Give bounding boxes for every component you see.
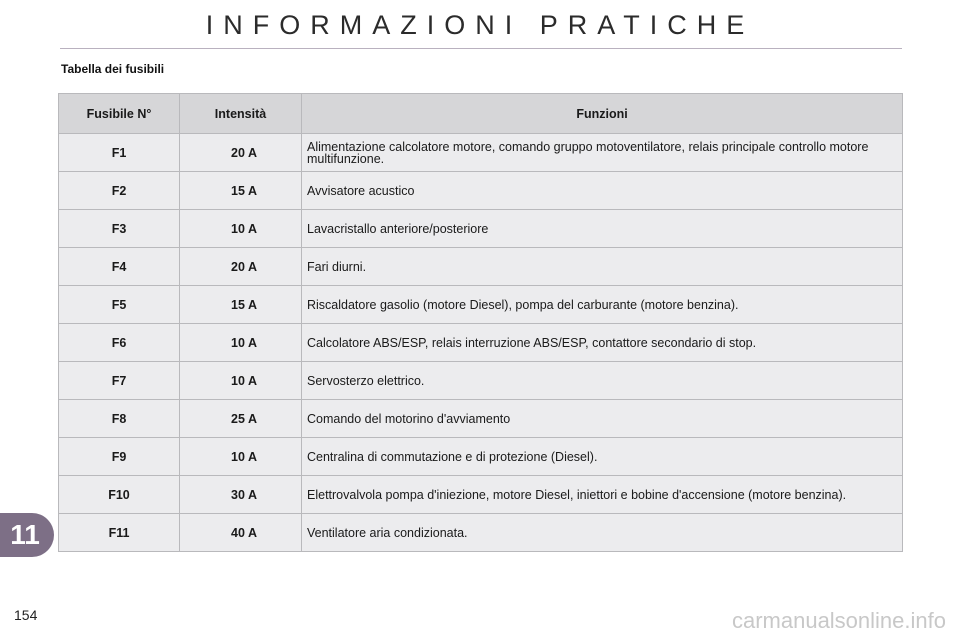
function-cell: Alimentazione calcolatore motore, comando gruppo motoventilatore, relais principale controllo motore multifunzione. xyxy=(302,134,903,172)
intensity-cell: 15 A xyxy=(180,286,302,324)
function-cell: Centralina di commutazione e di protezione (Diesel). xyxy=(302,438,903,476)
column-header-intensity: Intensità xyxy=(180,94,302,134)
table-row xyxy=(59,210,903,248)
table-row xyxy=(59,324,903,362)
page-number: 154 xyxy=(14,607,38,623)
function-cell: Calcolatore ABS/ESP, relais interruzione ABS/ESP, contattore secondario di stop. xyxy=(302,324,903,362)
column-header-functions: Funzioni xyxy=(302,94,903,134)
intensity-cell: 10 A xyxy=(180,324,302,362)
fuse-number-cell: F2 xyxy=(59,172,180,210)
table-header-row xyxy=(59,94,903,134)
table-row xyxy=(59,514,903,552)
page-title: INFORMAZIONI PRATICHE xyxy=(205,10,755,40)
fuse-number-cell: F7 xyxy=(59,362,180,400)
column-header-fuse: Fusibile N° xyxy=(59,94,180,134)
fuse-table xyxy=(58,93,903,552)
table-row xyxy=(59,286,903,324)
function-cell: Comando del motorino d'avviamento xyxy=(302,400,903,438)
function-cell: Avvisatore acustico xyxy=(302,172,903,210)
title-divider xyxy=(60,48,902,49)
watermark: carmanualsonline.info xyxy=(731,608,946,633)
section-title: Tabella dei fusibili xyxy=(61,62,165,76)
fuse-number-cell: F1 xyxy=(59,134,180,172)
table-row xyxy=(59,248,903,286)
intensity-cell: 10 A xyxy=(180,362,302,400)
fuse-number-cell: F5 xyxy=(59,286,180,324)
function-cell: Lavacristallo anteriore/posteriore xyxy=(302,210,903,248)
chapter-tab: 11 xyxy=(0,513,54,557)
function-cell: Elettrovalvola pompa d'iniezione, motore Diesel, iniettori e bobine d'accensione (motore benzina). xyxy=(302,476,903,514)
intensity-cell: 30 A xyxy=(180,476,302,514)
table-row xyxy=(59,476,903,514)
function-cell: Fari diurni. xyxy=(302,248,903,286)
table-row xyxy=(59,362,903,400)
intensity-cell: 20 A xyxy=(180,248,302,286)
fuse-number-cell: F9 xyxy=(59,438,180,476)
fuse-number-cell: F6 xyxy=(59,324,180,362)
fuse-number-cell: F11 xyxy=(59,514,180,552)
fuse-number-cell: F10 xyxy=(59,476,180,514)
table-row xyxy=(59,438,903,476)
table-row xyxy=(59,400,903,438)
fuse-number-cell: F8 xyxy=(59,400,180,438)
function-cell: Riscaldatore gasolio (motore Diesel), pompa del carburante (motore benzina). xyxy=(302,286,903,324)
intensity-cell: 25 A xyxy=(180,400,302,438)
intensity-cell: 40 A xyxy=(180,514,302,552)
fuse-table-body xyxy=(59,134,903,552)
table-row xyxy=(59,134,903,172)
intensity-cell: 10 A xyxy=(180,210,302,248)
fuse-number-cell: F4 xyxy=(59,248,180,286)
intensity-cell: 10 A xyxy=(180,438,302,476)
intensity-cell: 20 A xyxy=(180,134,302,172)
table-row xyxy=(59,172,903,210)
fuse-number-cell: F3 xyxy=(59,210,180,248)
function-cell: Ventilatore aria condizionata. xyxy=(302,514,903,552)
intensity-cell: 15 A xyxy=(180,172,302,210)
function-cell: Servosterzo elettrico. xyxy=(302,362,903,400)
